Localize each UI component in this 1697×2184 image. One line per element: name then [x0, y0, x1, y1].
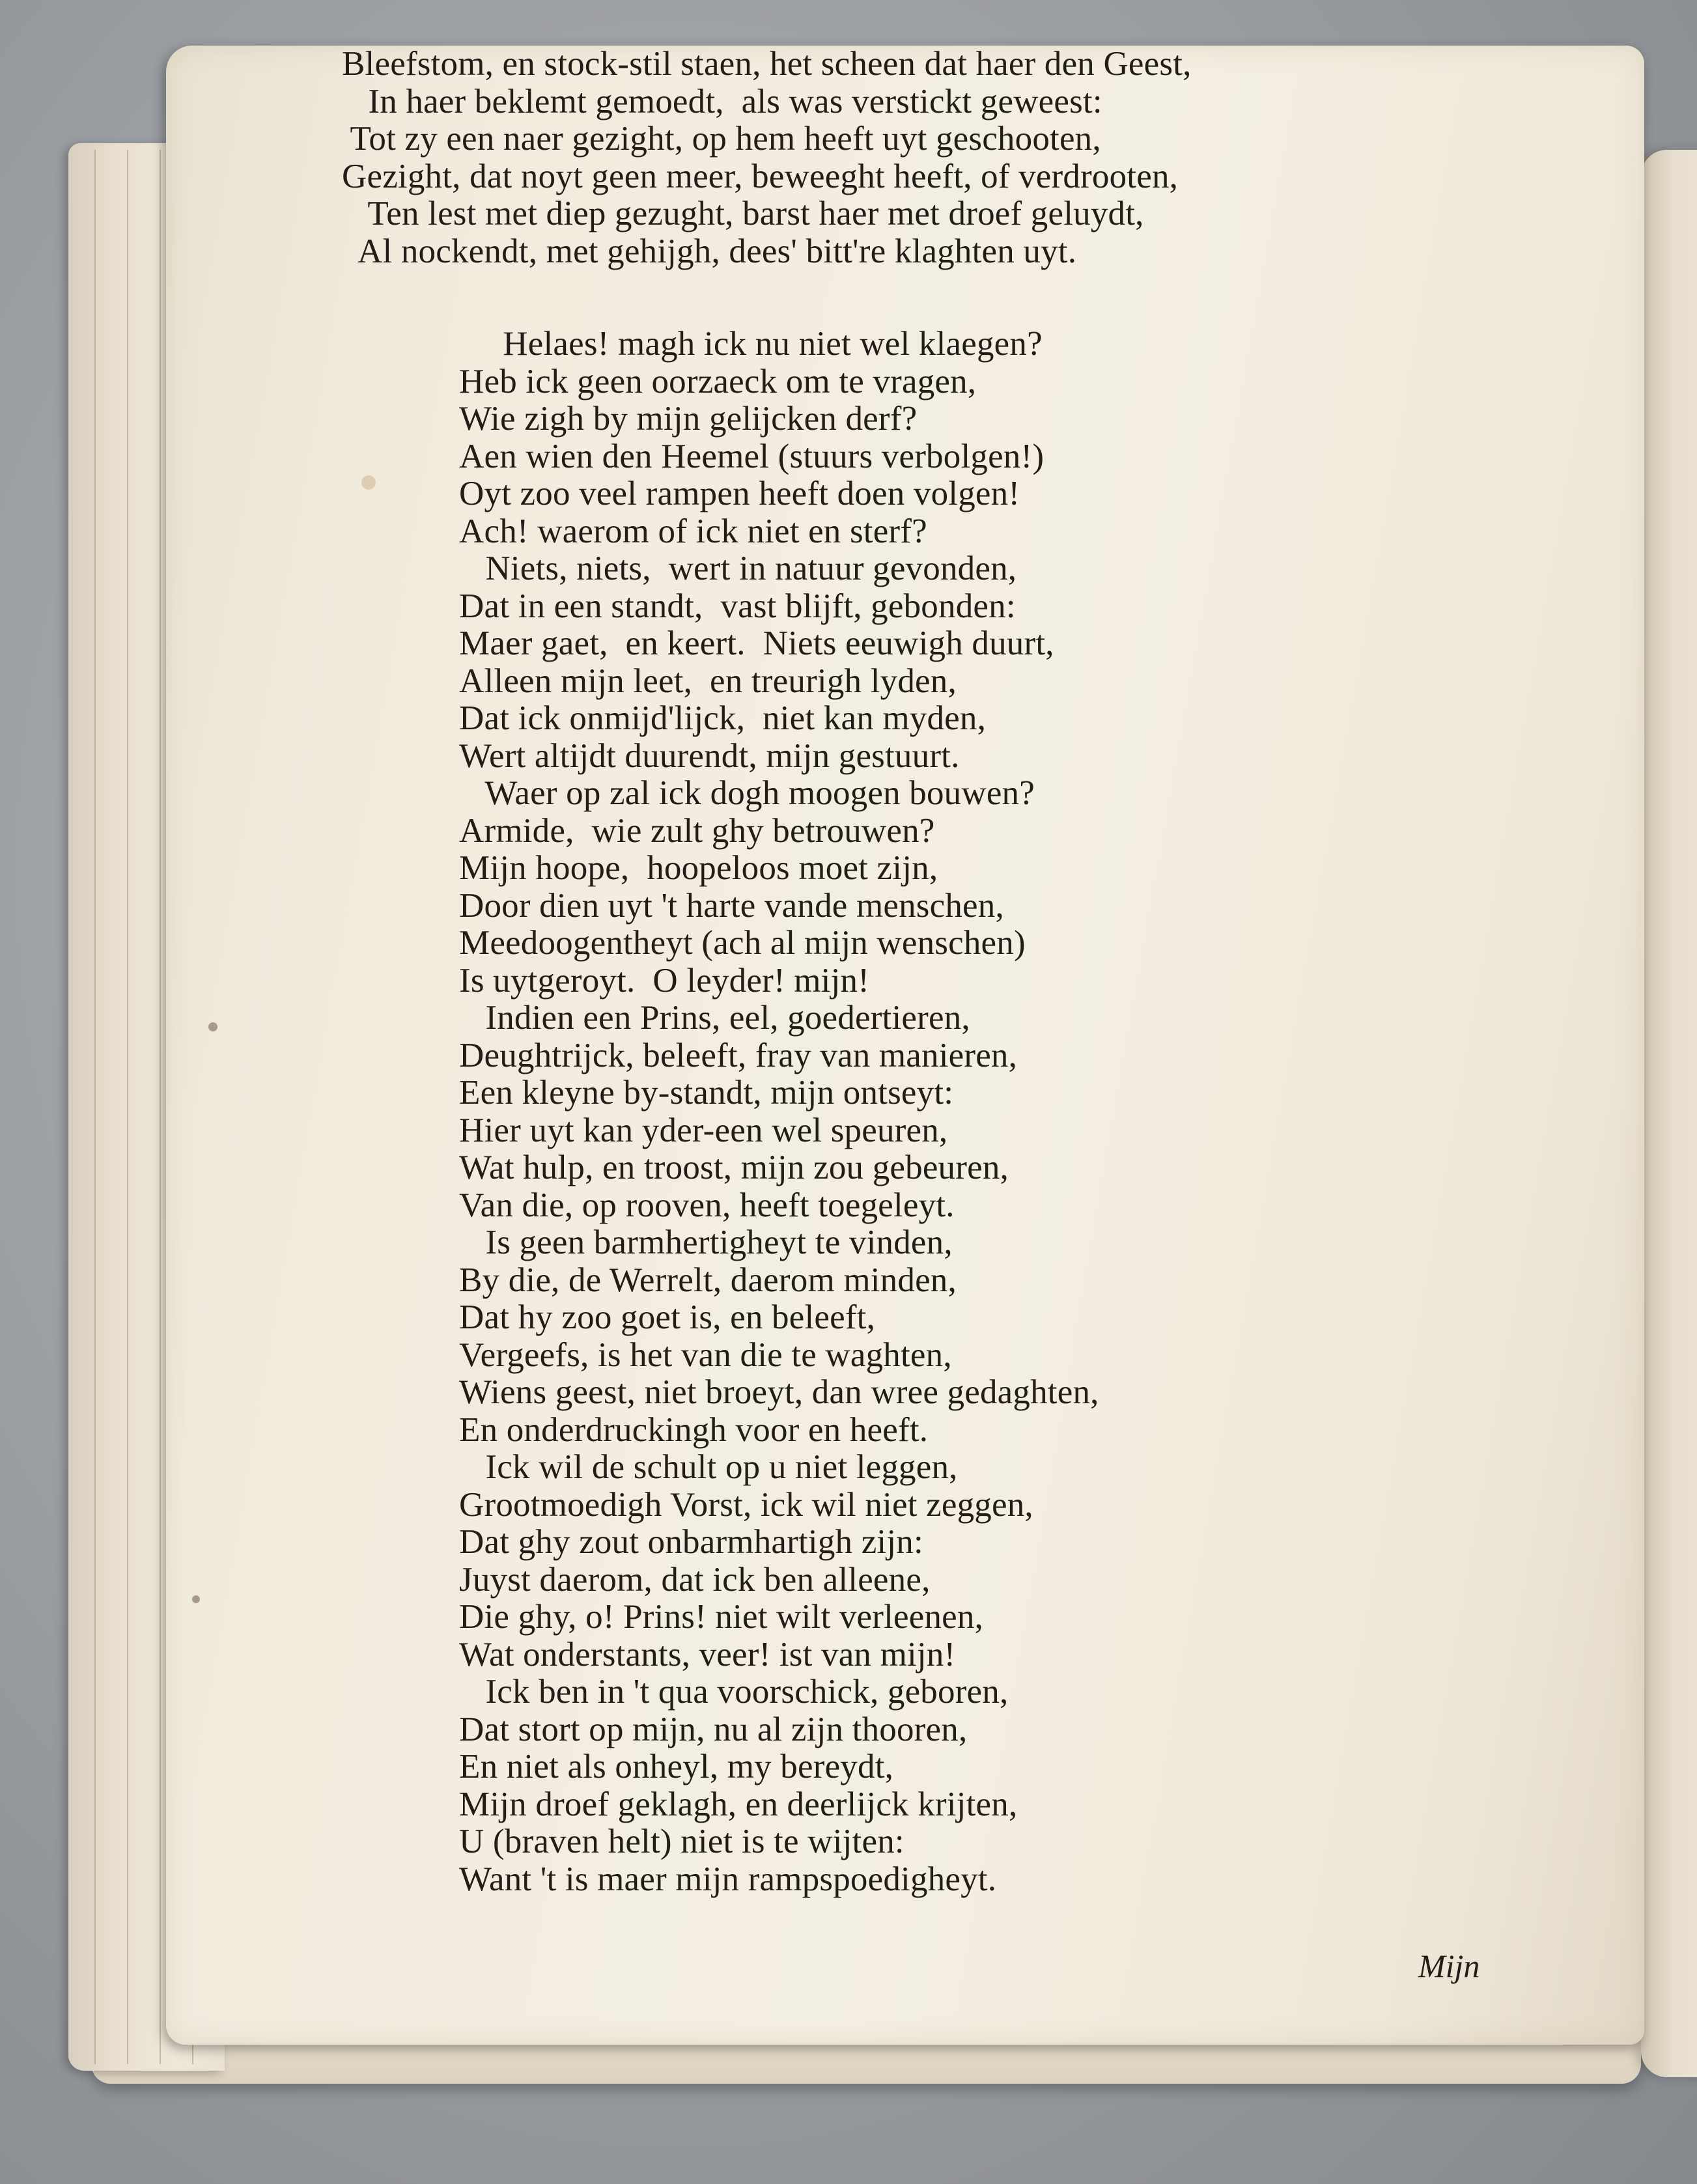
paper-stain	[192, 1595, 200, 1603]
verse-line: Mijn hoope, hoopeloos moet zijn,	[459, 849, 938, 887]
verse-line: Wiens geest, niet broeyt, dan wree gedaghten,	[459, 1373, 1099, 1411]
verse-line: Door dien uyt 't harte vande menschen,	[459, 886, 1004, 925]
verse-line: Aen wien den Heemel (stuurs verbolgen!)	[459, 437, 1045, 475]
paper-stain	[208, 1022, 217, 1031]
verse-line: Is geen barmhertigheyt te vinden,	[459, 1224, 953, 1261]
verse-line: Van die, op rooven, heeft toegeleyt.	[459, 1186, 955, 1224]
verse-line: Alleen mijn leet, en treurigh lyden,	[459, 662, 957, 700]
verse-line: Helaes! magh ick nu niet wel klaegen?	[459, 325, 1043, 363]
verse-line: En onderdruckingh voor en heeft.	[459, 1410, 929, 1449]
verse-line: Wie zigh by mijn gelijcken derf?	[459, 400, 918, 438]
verse-line: Wert altijdt duurendt, mijn gestuurt.	[459, 736, 960, 775]
verse-line: Ick wil de schult op u niet leggen,	[459, 1448, 958, 1486]
verse-line: Al nockendt, met gehijgh, dees' bitt're klaghten uyt.	[342, 232, 1077, 270]
verse-line: Tot zy een naer gezight, op hem heeft uyt geschooten,	[342, 120, 1101, 158]
verse-line: Wat hulp, en troost, mijn zou gebeuren,	[459, 1149, 1009, 1186]
verse-line: Juyst daerom, dat ick ben alleene,	[459, 1560, 931, 1599]
verse-line: Deughtrijck, beleeft, fray van manieren,	[459, 1036, 1018, 1074]
catchword: Mijn	[1418, 1948, 1480, 1984]
verse-line: By die, de Werrelt, daerom minden,	[459, 1261, 957, 1299]
verse-line: Een kleyne by-standt, mijn ontseyt:	[459, 1074, 954, 1112]
verse-line: Ach! waerom of ick niet en sterf?	[459, 512, 927, 550]
verse-line: Heb ick geen oorzaeck om te vragen,	[459, 362, 977, 400]
verse-line: Dat hy zoo goet is, en beleeft,	[459, 1298, 876, 1336]
verse-line: Niets, niets, wert in natuur gevonden,	[459, 550, 1017, 587]
verse-line: Ick ben in 't qua voorschick, geboren,	[459, 1673, 1009, 1711]
verse-line: Wat onderstants, veer! ist van mijn!	[459, 1635, 956, 1673]
verse-line: Mijn droef geklagh, en deerlijck krijten,	[459, 1785, 1018, 1823]
verse-line: Waer op zal ick dogh moogen bouwen?	[459, 774, 1035, 812]
verse-line: Hier uyt kan yder-een wel speuren,	[459, 1111, 948, 1149]
verse-line: Armide, wie zult ghy betrouwen?	[459, 811, 935, 850]
verse-line: Dat ick onmijd'lijck, niet kan myden,	[459, 699, 987, 737]
verse-line: In haer beklemt gemoedt, als was verstickt geweest:	[342, 82, 1102, 120]
verse-line: Die ghy, o! Prins! niet wilt verleenen,	[459, 1598, 984, 1636]
verse-line: Dat ghy zout onbarmhartigh zijn:	[459, 1523, 923, 1561]
verse-line: Dat in een standt, vast blijft, gebonden:	[459, 587, 1016, 625]
verse-line: U (braven helt) niet is te wijten:	[459, 1823, 905, 1860]
verse-line: Indien een Prins, eel, goedertieren,	[459, 999, 970, 1037]
verse-line: Want 't is maer mijn rampspoedigheyt.	[459, 1860, 997, 1898]
verse-intro	[342, 46, 1192, 270]
verse-line: Gezight, dat noyt geen meer, beweeght heeft, of verdrooten,	[342, 157, 1179, 195]
verse-line: Vergeefs, is het van die te waghten,	[459, 1336, 952, 1374]
verse-line: Oyt zoo veel rampen heeft doen volgen!	[459, 475, 1020, 512]
verse-line: Meedoogentheyt (ach al mijn wenschen)	[459, 924, 1026, 962]
verse-lament	[459, 326, 1099, 1898]
verse-line: Is uytgeroyt. O leyder! mijn!	[459, 961, 870, 1000]
verse-line: Ten lest met diep gezught, barst haer met droef geluydt,	[342, 195, 1144, 232]
verse-line: Dat stort op mijn, nu al zijn thooren,	[459, 1710, 968, 1748]
verse-line: Maer gaet, en keert. Niets eeuwigh duurt,	[459, 624, 1054, 662]
verse-line: Bleefstom, en stock-stil staen, het scheen dat haer den Geest,	[342, 45, 1192, 83]
facing-page-edge	[1641, 150, 1697, 2077]
verse-line: En niet als onheyl, my bereydt,	[459, 1748, 894, 1785]
paper-stain	[361, 475, 376, 490]
verse-line: Grootmoedigh Vorst, ick wil niet zeggen,	[459, 1485, 1033, 1524]
